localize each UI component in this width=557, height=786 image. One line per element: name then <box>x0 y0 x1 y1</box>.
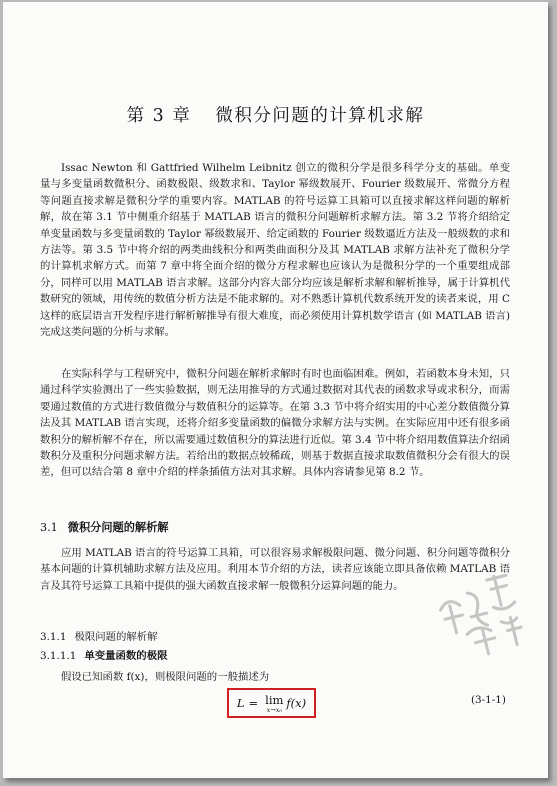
subsubsection-number: 3.1.1.1 <box>40 650 77 662</box>
formula-equals: = <box>248 696 259 710</box>
section-heading <box>40 519 169 535</box>
formula-lhs: L <box>236 696 245 710</box>
chapter-number: 第 3 章 <box>126 106 192 126</box>
formula-lim-subscript: x→x₀ <box>266 706 282 714</box>
intro-paragraph-2: 在实际科学与工程研究中，微积分问题在解析求解时有时也面临困难。例如，若函数本身未知，只通过科学实验测出了一些实验数据，则无法用推导的方式通过数据对其代表的函数求导或求积分，而需要通过数值的方式进行数值微分与数值积分的运算等。在第 3.3 节中将介绍实用的中心差分数值微分算法及其 MATLAB 语言实现，还将介绍多变量函数的偏微分求解方法与实例。在实际应用中还有很多函数积分的解析解不存在，所以需要通过数值积分的算法进行近似。第 3.4 节中将介绍用数值算法介绍函数积分及重积分问题求解方法。若给出的数据点较稀疏，则基于数据直接求取数值微积分会有很大的误差，但可以结合第 8 章中介绍的样条插值方法对其求解。具体内容请参见第 8.2 节。 <box>40 368 510 479</box>
lead-text: 假设已知函数 f(x)，则极限问题的一般描述为 <box>61 671 270 683</box>
formula-lim-word: lim <box>265 693 284 707</box>
intro-paragraph-1: Issac Newton 和 Gattfried Wilhelm Leibnitz 创立的微积分学是很多科学分支的基础。单变量与多变量函数微积分、函数极限、级数求和、Taylor 幂级数展开、Fourier 级数展开、常微分方程等问题直接求解是微积分学的重要内容。MATLAB 的符号运算工具箱可以直接求解这样问题的解析解，故在第 3.1 节中侧重介绍基于 MATLAB 语言的微积分问题解析求解方法。第 3.2 节将介绍给定单变量函数与多变量函数的 Taylor 幂级数展开、给定函数的 Fourier 级数逼近方法及一般级数的求和方法等。第 3.5 节中将介绍的两类曲线积分和两类曲面积分及其 MATLAB 求解方法补充了微积分学的计算机求解方式。而第 7 章中将全面介绍的微分方程求解也应该认为是微积分学的一个重要组成部分，同样可以用 MATLAB 语言求解。这部分内容大部分均应该是解析求解和解析推导，属于计算机代数研究的领域，用传统的数值分析方法是不能求解的。对不熟悉计算机代数系统开发的读者来说，用 C 这样的底层语言开发程序进行解析解推导有很大难度，而必须使用计算机数学语言 (如 MATLAB 语言) 完成这类问题的分析与求解。 <box>40 162 510 339</box>
chapter-heading <box>3 102 548 127</box>
formula-limit <box>265 693 283 713</box>
subsection-title: 极限问题的解析解 <box>74 631 158 643</box>
section-number: 3.1 <box>40 521 58 534</box>
chapter-title: 微积分问题的计算机求解 <box>215 106 425 126</box>
subsection-heading <box>40 628 158 643</box>
document-page <box>3 2 548 778</box>
subsubsection-heading <box>40 647 167 662</box>
section-title: 微积分问题的解析解 <box>67 520 169 534</box>
equation-number: (3-1-1) <box>471 694 506 706</box>
highlighted-formula <box>227 688 316 718</box>
formula-rhs: f(x) <box>286 696 307 710</box>
subsection-number: 3.1.1 <box>40 631 67 643</box>
subsubsection-title: 单变量函数的极限 <box>84 650 168 662</box>
section-paragraph: 应用 MATLAB 语言的符号运算工具箱，可以很容易求解极限问题、微分问题、积分问题等微积分基本问题的计算机辅助求解方法及应用。利用本节介绍的方法，读者应该能立即具备依赖 MATLAB 语言及其符号运算工具箱中提供的强大函数直接求解一般微积分运算问题的能力。 <box>40 547 510 592</box>
